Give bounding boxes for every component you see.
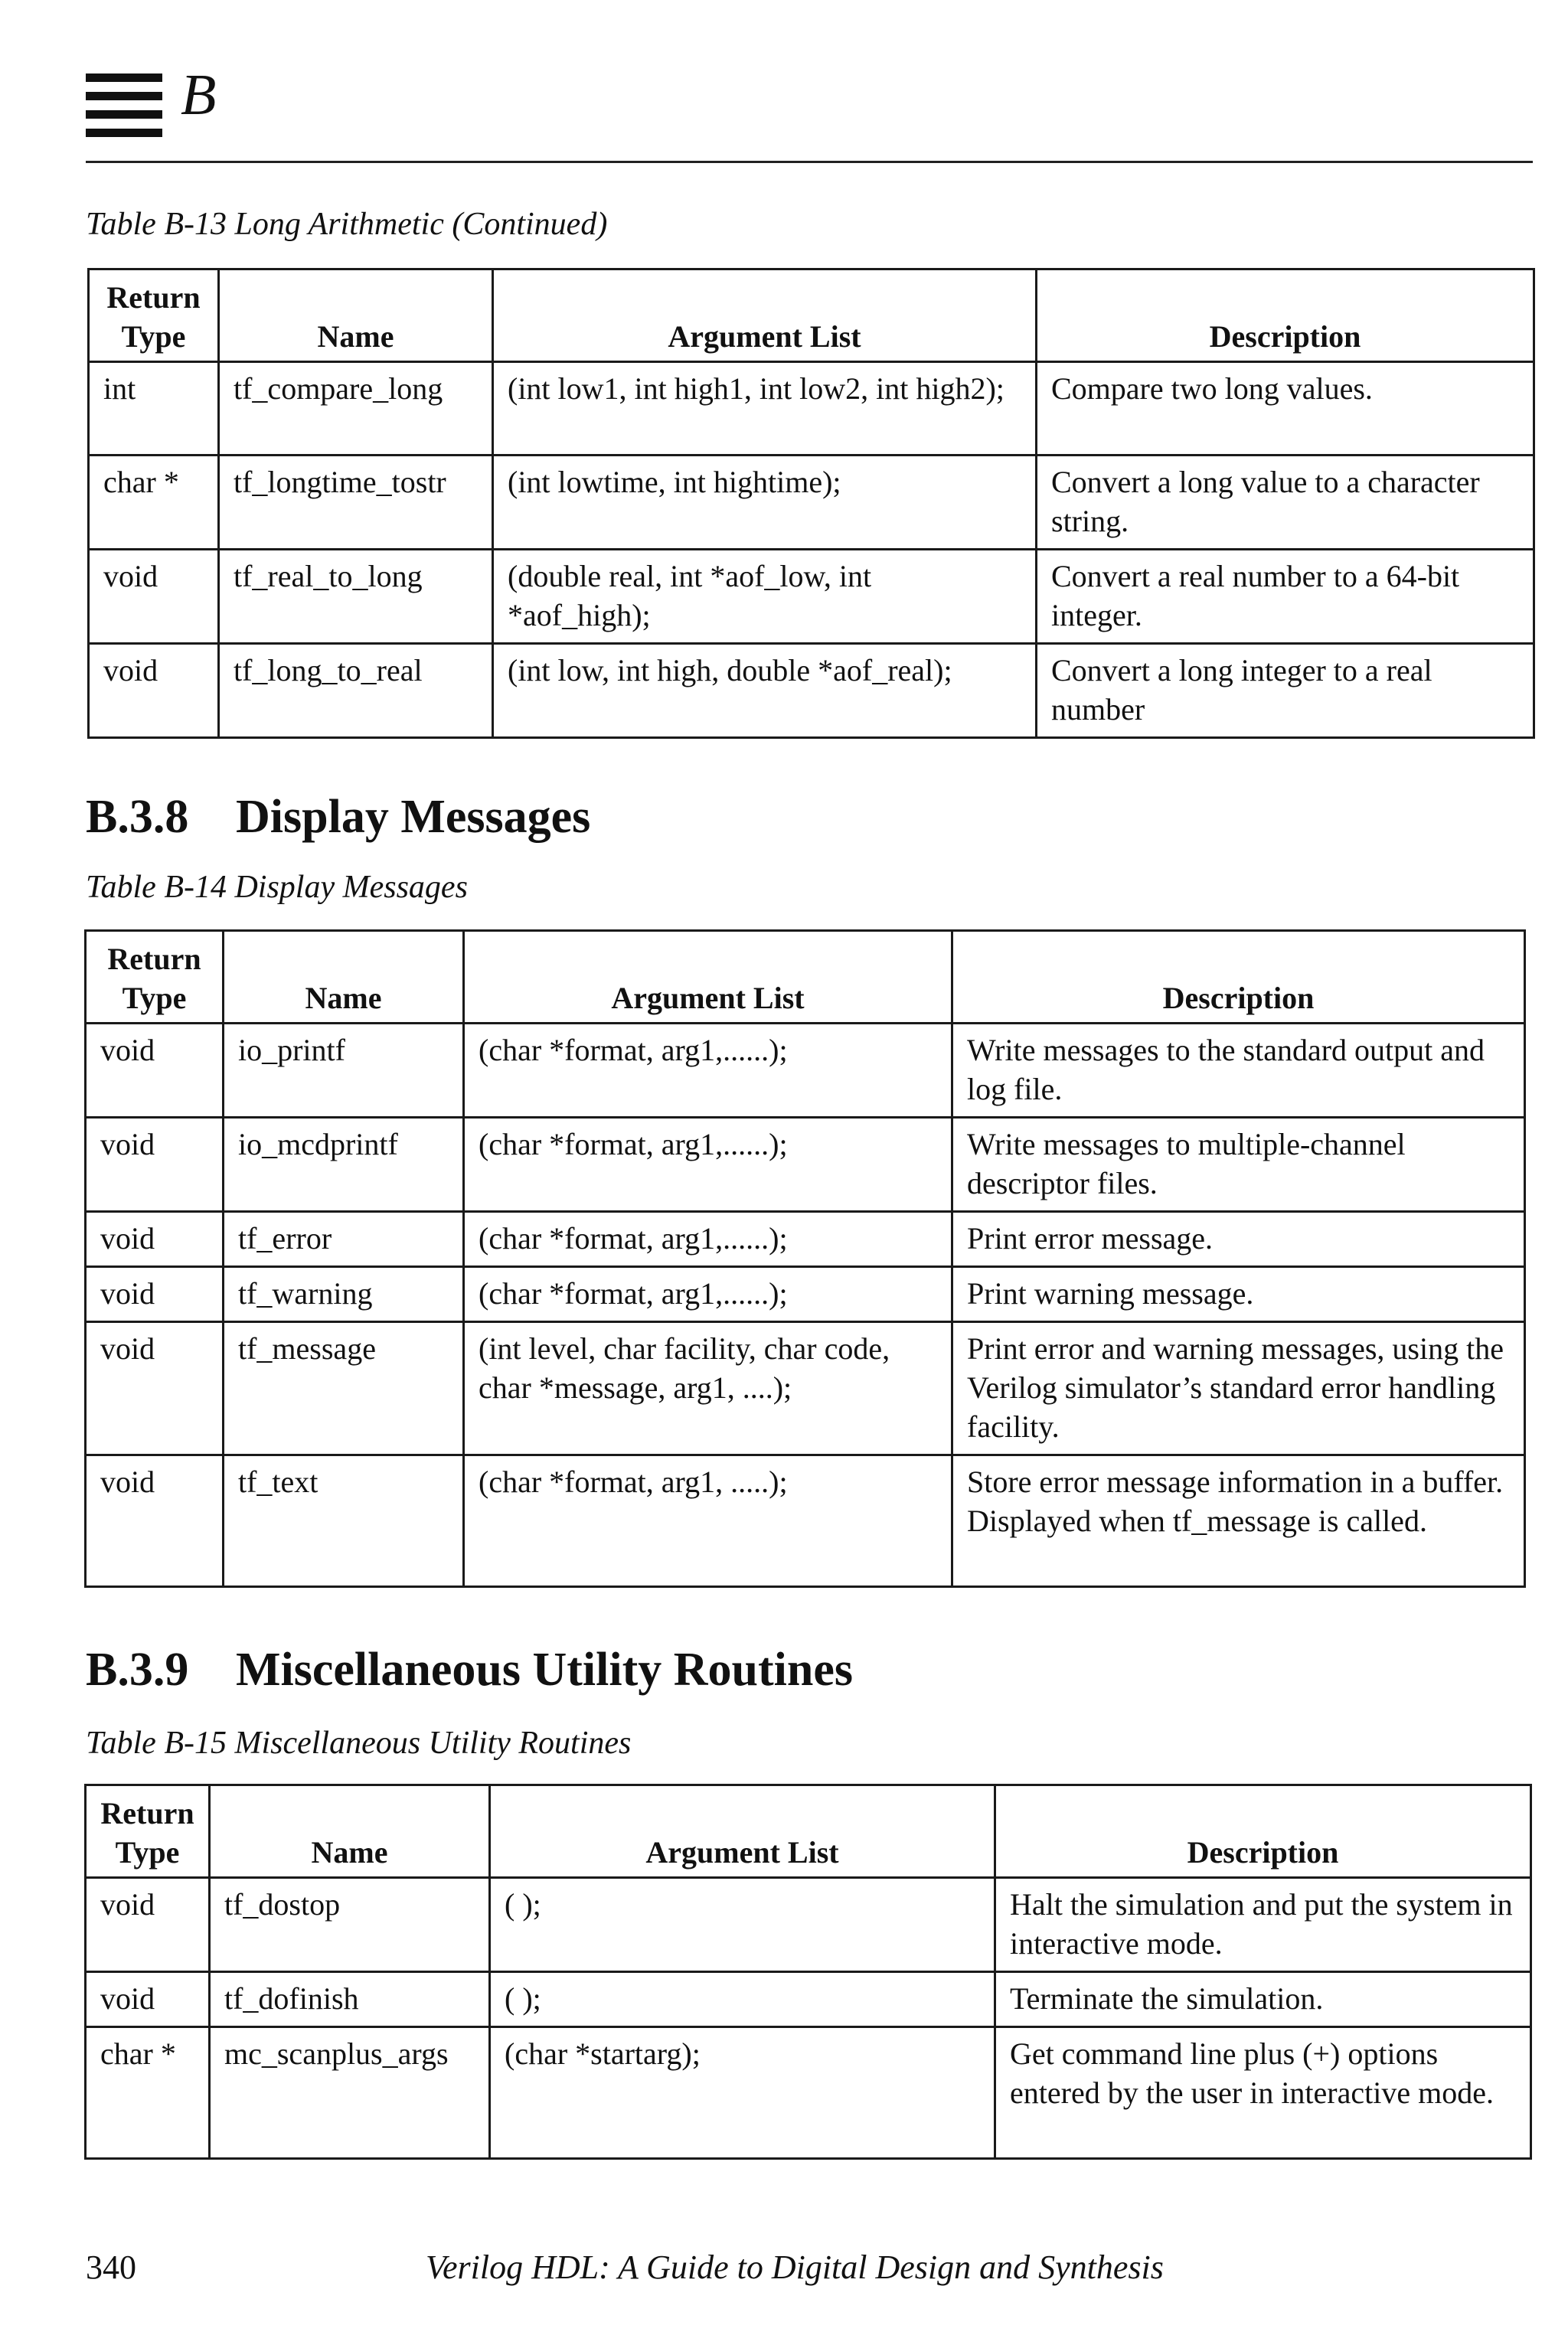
section-number: B.3.8 (86, 791, 189, 843)
cell-return-type: void (86, 1972, 210, 2027)
table-row (86, 1267, 1525, 1322)
cell-argument-list: ( ); (490, 1972, 995, 2027)
cell-argument-list: (char *format, arg1,......); (464, 1118, 952, 1212)
section-title: Display Messages (236, 791, 591, 843)
cell-argument-list: (char *startarg); (490, 2027, 995, 2159)
header-rule (86, 161, 1533, 163)
cell-description: Convert a real number to a 64-bit integer. (1037, 550, 1534, 644)
cell-description: Store error message information in a buffer. Displayed when tf_message is called. (952, 1455, 1525, 1587)
chapter-mark-icon (86, 73, 162, 138)
cell-return-type: void (86, 1024, 224, 1118)
cell-name: mc_scanplus_args (210, 2027, 490, 2159)
chapter-letter: B (181, 63, 217, 127)
cell-argument-list: (char *format, arg1, .....); (464, 1455, 952, 1587)
table-b15-caption: Table B-15 Miscellaneous Utility Routines (86, 1726, 632, 1761)
cell-name: tf_dostop (210, 1878, 490, 1972)
section-number: B.3.9 (86, 1644, 189, 1696)
cell-return-type: char * (89, 456, 219, 550)
table-row (86, 1972, 1531, 2027)
table-row (86, 1455, 1525, 1587)
cell-argument-list: (int low, int high, double *aof_real); (493, 644, 1037, 738)
col-header-return-type: Return Type (89, 269, 219, 362)
cell-return-type: void (89, 550, 219, 644)
col-header-return-type: Return Type (86, 1785, 210, 1878)
cell-argument-list: (int level, char facility, char code, char *message, arg1, ....); (464, 1322, 952, 1455)
cell-argument-list: (char *format, arg1,......); (464, 1024, 952, 1118)
cell-description: Print error and warning messages, using the Verilog simulator’s standard error handling facility. (952, 1322, 1525, 1455)
cell-name: tf_longtime_tostr (219, 456, 493, 550)
cell-return-type: char * (86, 2027, 210, 2159)
cell-name: io_printf (224, 1024, 464, 1118)
table-row (86, 2027, 1531, 2159)
cell-name: tf_dofinish (210, 1972, 490, 2027)
cell-return-type: void (86, 1455, 224, 1587)
cell-description: Terminate the simulation. (995, 1972, 1531, 2027)
table-b14-caption: Table B-14 Display Messages (86, 870, 468, 905)
col-header-description: Description (995, 1785, 1531, 1878)
section-heading-b38 (86, 793, 590, 841)
cell-name: tf_real_to_long (219, 550, 493, 644)
cell-argument-list: (int low1, int high1, int low2, int high2); (493, 362, 1037, 456)
table-header-row (86, 931, 1525, 1024)
cell-return-type: void (86, 1118, 224, 1212)
cell-description: Convert a long value to a character string. (1037, 456, 1534, 550)
cell-return-type: int (89, 362, 219, 456)
running-title: Verilog HDL: A Guide to Digital Design and Synthesis (426, 2248, 1164, 2286)
table-row (89, 644, 1534, 738)
table-row (86, 1118, 1525, 1212)
cell-return-type: void (89, 644, 219, 738)
cell-argument-list: (int lowtime, int hightime); (493, 456, 1037, 550)
cell-name: tf_text (224, 1455, 464, 1587)
cell-return-type: void (86, 1322, 224, 1455)
cell-argument-list: ( ); (490, 1878, 995, 1972)
cell-argument-list: (char *format, arg1,......); (464, 1267, 952, 1322)
cell-name: tf_error (224, 1212, 464, 1267)
cell-return-type: void (86, 1267, 224, 1322)
cell-description: Compare two long values. (1037, 362, 1534, 456)
col-header-name: Name (219, 269, 493, 362)
col-header-description: Description (1037, 269, 1534, 362)
cell-name: tf_warning (224, 1267, 464, 1322)
table-row (89, 456, 1534, 550)
col-header-argument-list: Argument List (490, 1785, 995, 1878)
col-header-return-type: Return Type (86, 931, 224, 1024)
table-header-row (89, 269, 1534, 362)
cell-description: Print warning message. (952, 1267, 1525, 1322)
col-header-argument-list: Argument List (493, 269, 1037, 362)
cell-description: Print error message. (952, 1212, 1525, 1267)
table-header-row (86, 1785, 1531, 1878)
col-header-description: Description (952, 931, 1525, 1024)
cell-name: tf_compare_long (219, 362, 493, 456)
cell-description: Write messages to the standard output and log file. (952, 1024, 1525, 1118)
table-row (86, 1212, 1525, 1267)
cell-name: tf_message (224, 1322, 464, 1455)
cell-return-type: void (86, 1878, 210, 1972)
col-header-argument-list: Argument List (464, 931, 952, 1024)
cell-description: Halt the simulation and put the system in interactive mode. (995, 1878, 1531, 1972)
table-row (86, 1878, 1531, 1972)
cell-description: Get command line plus (+) options entered by the user in interactive mode. (995, 2027, 1531, 2159)
col-header-name: Name (224, 931, 464, 1024)
page-number: 340 (86, 2248, 136, 2286)
cell-argument-list: (double real, int *aof_low, int *aof_high); (493, 550, 1037, 644)
table-b13-caption: Table B-13 Long Arithmetic (Continued) (86, 207, 608, 242)
cell-description: Convert a long integer to a real number (1037, 644, 1534, 738)
cell-argument-list: (char *format, arg1,......); (464, 1212, 952, 1267)
section-heading-b39 (86, 1644, 853, 1696)
cell-return-type: void (86, 1212, 224, 1267)
col-header-name: Name (210, 1785, 490, 1878)
table-row (86, 1024, 1525, 1118)
section-title: Miscellaneous Utility Routines (236, 1644, 853, 1696)
table-row (89, 550, 1534, 644)
table-b15 (84, 1784, 1532, 2160)
table-b13 (87, 268, 1535, 739)
cell-name: tf_long_to_real (219, 644, 493, 738)
table-b14 (84, 929, 1526, 1588)
table-row (86, 1322, 1525, 1455)
cell-name: io_mcdprintf (224, 1118, 464, 1212)
table-row (89, 362, 1534, 456)
cell-description: Write messages to multiple-channel descriptor files. (952, 1118, 1525, 1212)
